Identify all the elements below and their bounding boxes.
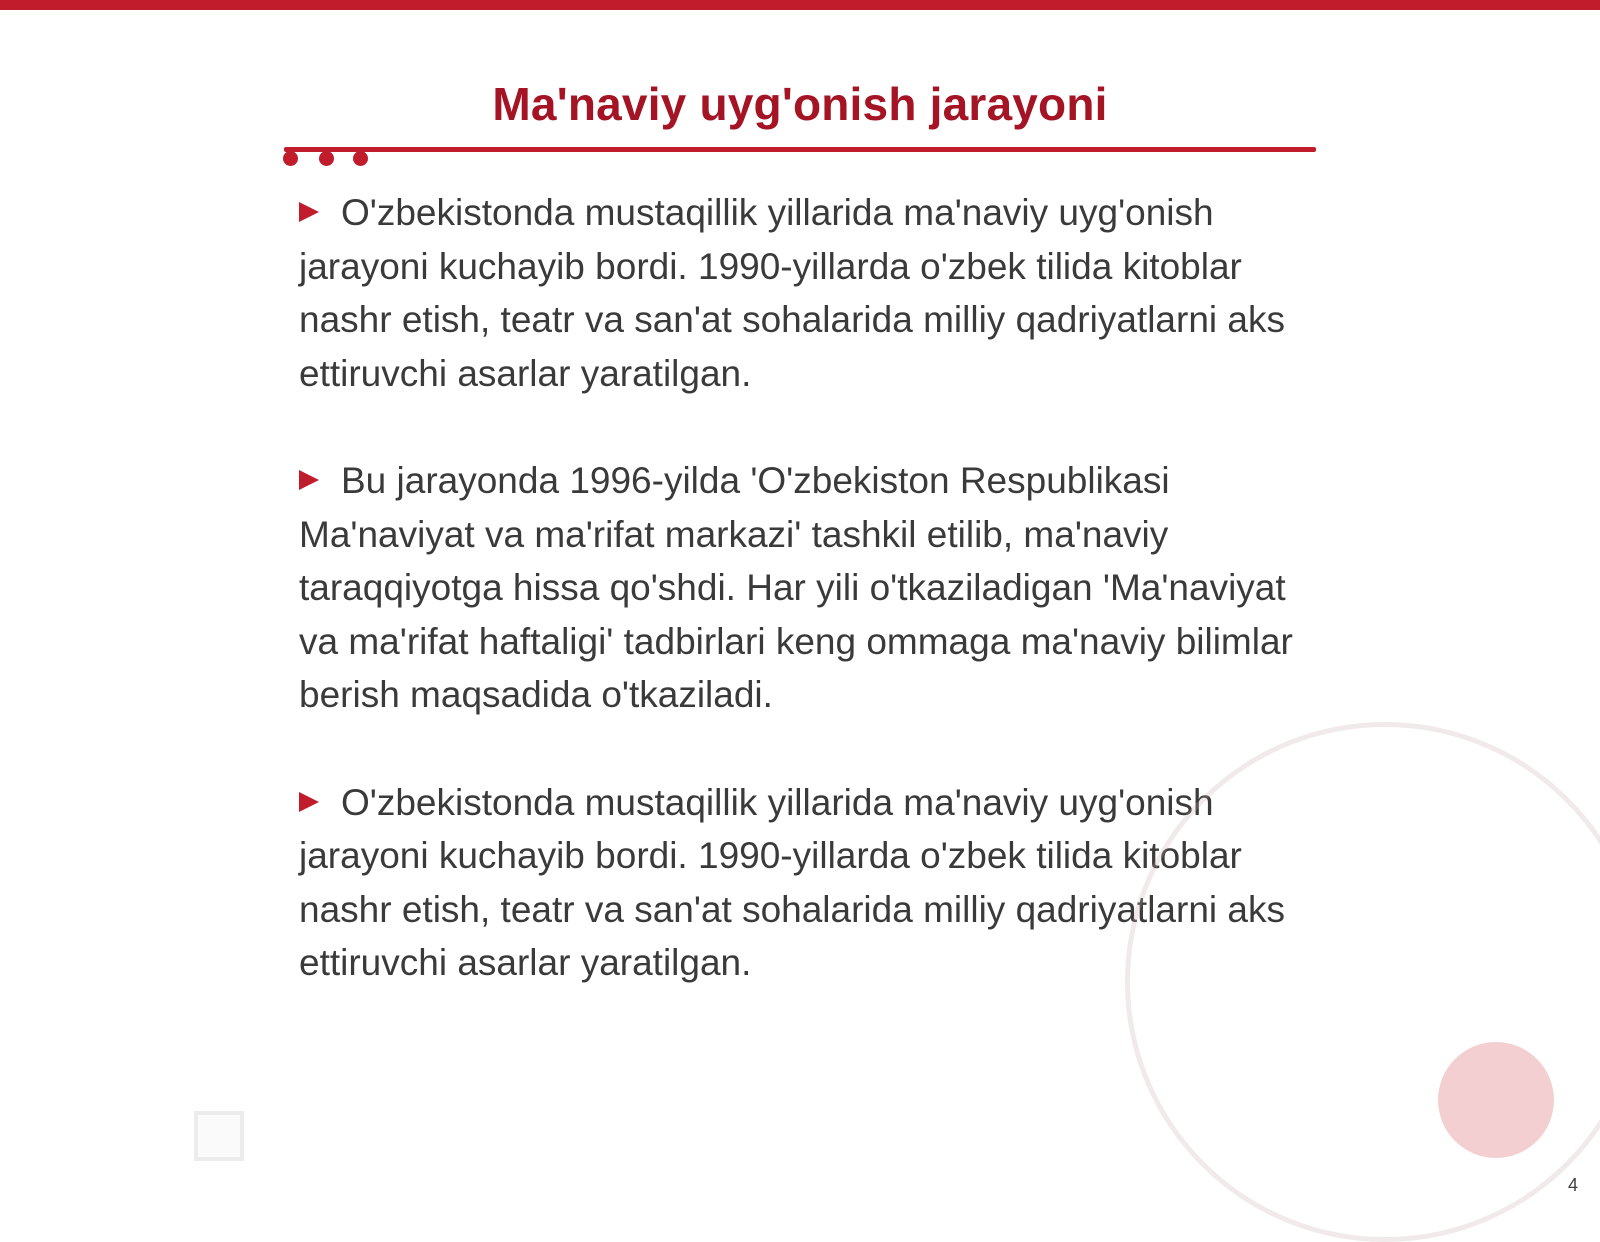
- title-dot: [353, 151, 368, 166]
- title-underline: [284, 147, 1316, 152]
- bullet-text: O'zbekistonda mustaqillik yillarida ma'naviy uyg'onish jarayoni kuchayib bordi. 1990-yillarda o'zbek tilida kitoblar nashr etish, teatr va san'at sohalarida milliy qadriyatlarni aks ettiruvchi asarlar yaratilgan.: [299, 781, 1285, 983]
- bullet-item: [299, 186, 1309, 400]
- play-triangle-icon: [299, 792, 319, 812]
- title-dot: [319, 151, 334, 166]
- play-triangle-icon: [299, 202, 319, 222]
- bullet-item: [299, 454, 1309, 722]
- title-dot: [283, 151, 298, 166]
- slide-title: Ma'naviy uyg'onish jarayoni: [492, 78, 1108, 130]
- bullet-text: Bu jarayonda 1996-yilda 'O'zbekiston Respublikasi Ma'naviyat va ma'rifat markazi' tashkil etilib, ma'naviy taraqqiyotga hissa qo'shdi. Har yili o'tkaziladigan 'Ma'naviyat va ma'rifat haftaligi' tadbirlari keng ommaga ma'naviy bilimlar berish maqsadida o'tkaziladi.: [299, 460, 1293, 715]
- bullet-text: O'zbekistonda mustaqillik yillarida ma'naviy uyg'onish jarayoni kuchayib bordi. 1990-yillarda o'zbek tilida kitoblar nashr etish, teatr va san'at sohalarida milliy qadriyatlarni aks ettiruvchi asarlar yaratilgan.: [299, 192, 1285, 394]
- page-number: 4: [1567, 1175, 1578, 1195]
- decorative-square: [194, 1111, 244, 1161]
- decorative-disc: [1438, 1042, 1554, 1158]
- top-accent-bar: [0, 0, 1600, 10]
- play-triangle-icon: [299, 470, 319, 490]
